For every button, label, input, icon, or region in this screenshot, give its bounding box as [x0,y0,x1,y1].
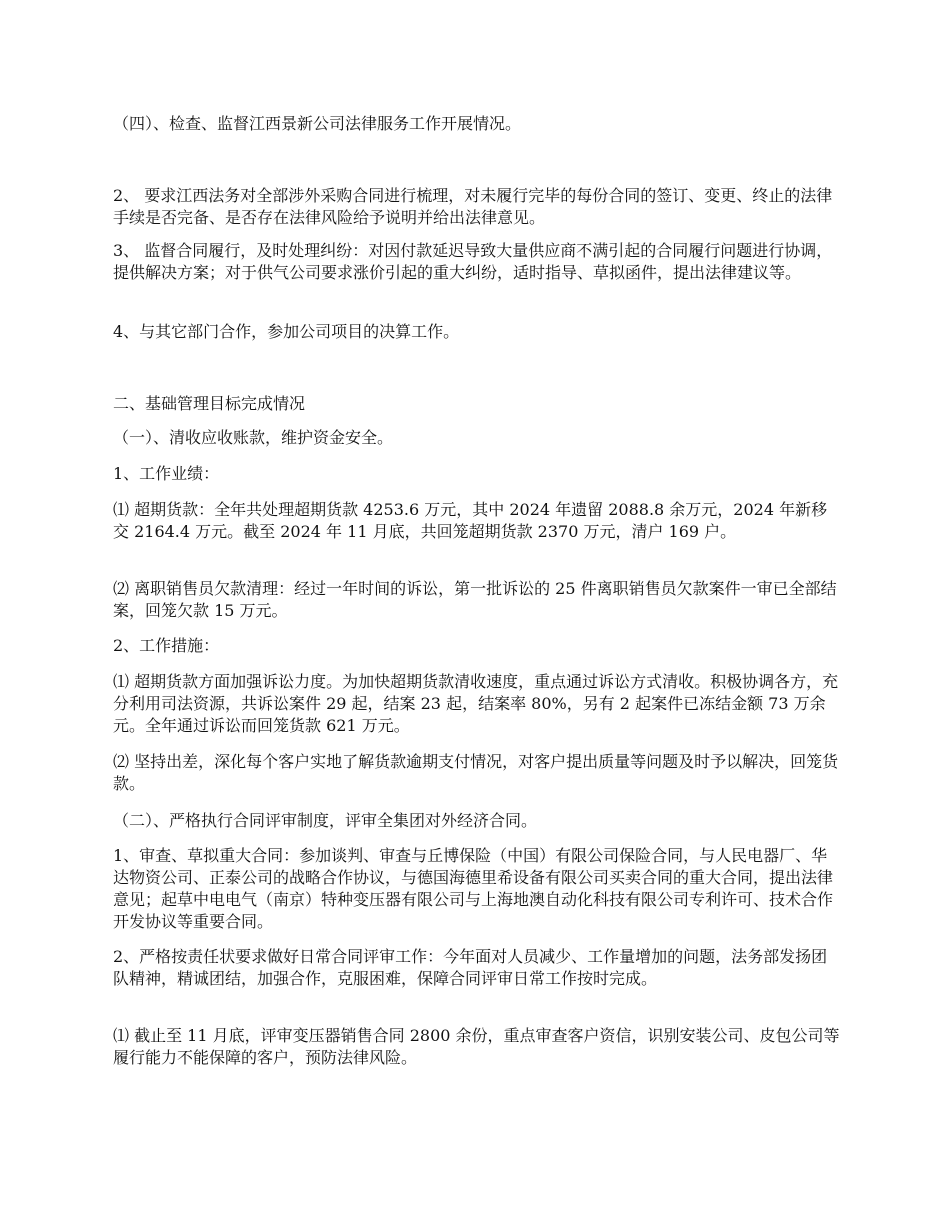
paragraph-item-2: 2、 要求江西法务对全部涉外采购合同进行梳理，对未履行完毕的每份合同的签订、变更、终止的法律手续是否完备、是否存在法律风险给予说明并给出法律意见。 [113,186,833,227]
work-measures-heading: 2、工作措施： [113,636,220,655]
section-heading-4: （四）、检查、监督江西景新公司法律服务工作开展情况。 [113,114,522,133]
overdue-payment-paragraph: ⑴ 超期货款：全年共处理超期货款 4253.6 万元，其中 2024 年遗留 2088.8 余万元，2024 年新移交 2164.4 万元。截至 2024 年 11 月底，共回笼超期货款 2370 万元，清户 169 户。 [113,500,828,541]
sales-contract-review-paragraph: ⑴ 截止至 11 月底，评审变压器销售合同 2800 余份，重点审查客户资信，识别安装公司、皮包公司等履行能力不能保障的客户，预防法律风险。 [113,1026,840,1067]
business-travel-paragraph: ⑵ 坚持出差，深化每个客户实地了解货款逾期支付情况，对客户提出质量等问题及时予以解决，回笼货款。 [113,752,839,793]
section-heading-2: 二、基础管理目标完成情况 [113,394,306,413]
major-contracts-paragraph: 1、审查、草拟重大合同：参加谈判、审查与丘博保险（中国）有限公司保险合同，与人民电器厂、华达物资公司、正泰公司的战略合作协议，与德国海德里希设备有限公司买卖合同的重大合同，提出法律意见；起草中电电气（南京）特种变压器有限公司与上海地澳自动化科技有限公司专利许可、技术合作开发协议等重要合同。 [113,846,834,931]
subsection-heading-2: （二）、严格执行合同评审制度，评审全集团对外经济合同。 [113,811,538,830]
subsection-heading-1: （一）、清收应收账款，维护资金安全。 [113,428,394,447]
litigation-paragraph: ⑴ 超期货款方面加强诉讼力度。为加快超期货款清收速度，重点通过诉讼方式清收。积极协调各方，充分利用司法资源，共诉讼案件 29 起，结案 23 起，结案率 80%，另有 2 起案件已冻结金额 73 万余元。全年通过诉讼而回笼货款 621 万元。 [113,672,839,735]
daily-review-paragraph: 2、严格按责任状要求做好日常合同评审工作：今年面对人员减少、工作量增加的问题，法务部发扬团队精神，精诚团结，加强合作，克服困难，保障合同评审日常工作按时完成。 [113,947,828,988]
work-results-heading: 1、工作业绩： [113,464,220,483]
paragraph-item-3: 3、 监督合同履行，及时处理纠纷：对因付款延迟导致大量供应商不满引起的合同履行问题进行协调，提供解决方案；对于供气公司要求涨价引起的重大纠纷，适时指导、草拟函件，提出法律建议等。 [113,241,833,282]
paragraph-item-4: 4、与其它部门合作，参加公司项目的决算工作。 [113,322,460,341]
former-salesperson-debt-paragraph: ⑵ 离职销售员欠款清理：经过一年时间的诉讼，第一批诉讼的 25 件离职销售员欠款案件一审已全部结案，回笼欠款 15 万元。 [113,579,837,620]
